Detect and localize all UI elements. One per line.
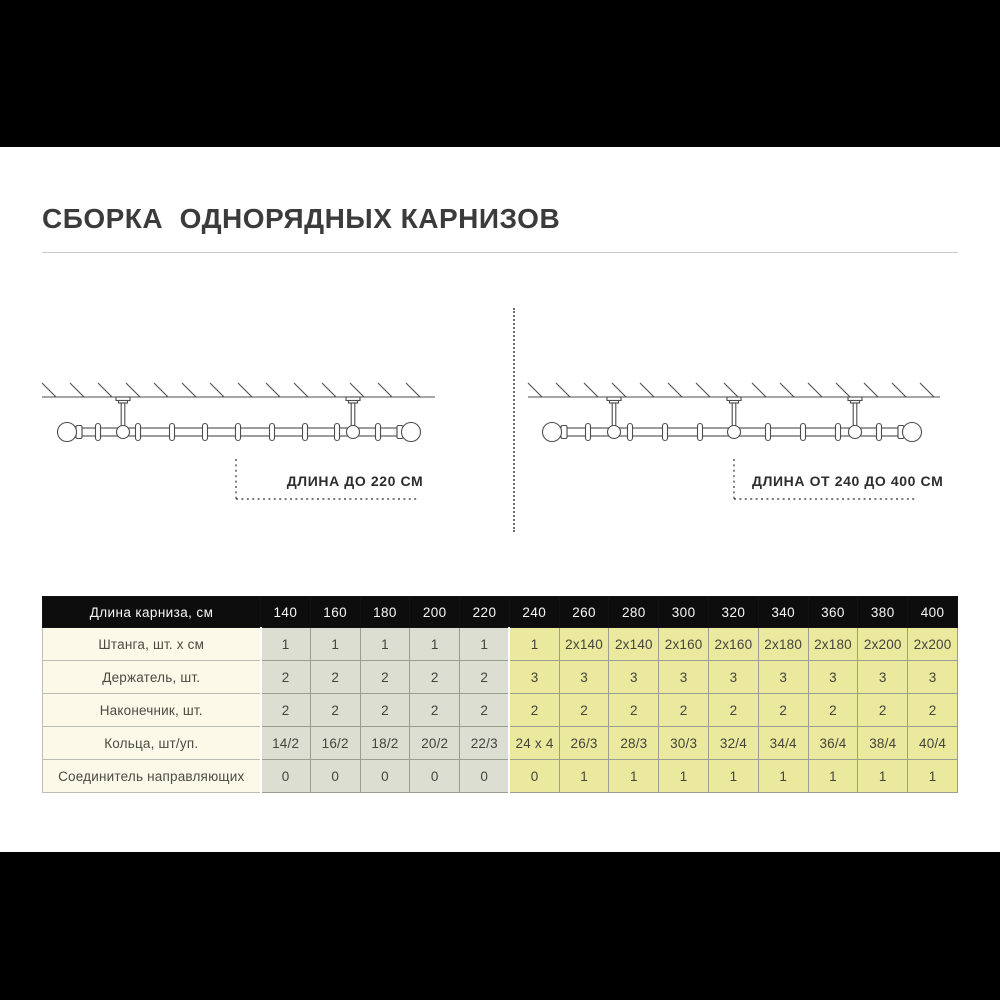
table-cell: 1 <box>360 628 410 661</box>
table-cell: 0 <box>410 760 460 793</box>
row-label-cell: Держатель, шт. <box>43 661 261 694</box>
table-cell: 0 <box>360 760 410 793</box>
table-header-cell: 200 <box>410 597 460 628</box>
table-cell: 3 <box>808 661 858 694</box>
table-cell: 16/2 <box>310 727 360 760</box>
table-cell: 22/3 <box>460 727 510 760</box>
table-cell: 2x200 <box>858 628 908 661</box>
table-cell: 2 <box>659 694 709 727</box>
table-header-cell: 140 <box>261 597 311 628</box>
table-cell: 2 <box>609 694 659 727</box>
table-cell: 28/3 <box>609 727 659 760</box>
table-cell: 40/4 <box>908 727 958 760</box>
table-cell: 2 <box>559 694 609 727</box>
diagram-long-cornice <box>510 300 980 535</box>
row-label-cell: Наконечник, шт. <box>43 694 261 727</box>
table-cell: 2 <box>709 694 759 727</box>
table-cell: 1 <box>758 760 808 793</box>
table-cell: 1 <box>460 628 510 661</box>
table-cell: 2x180 <box>758 628 808 661</box>
table-cell: 2 <box>310 694 360 727</box>
table-cell: 30/3 <box>659 727 709 760</box>
table-header-label: Длина карниза, см <box>43 597 261 628</box>
table-row <box>43 727 958 760</box>
table-cell: 2 <box>410 661 460 694</box>
table-cell: 2x160 <box>709 628 759 661</box>
table-cell: 3 <box>559 661 609 694</box>
table-header-cell: 220 <box>460 597 510 628</box>
table-row <box>43 760 958 793</box>
table-cell: 2 <box>261 694 311 727</box>
table-cell: 2x160 <box>659 628 709 661</box>
row-label-cell: Соединитель направляющих <box>43 760 261 793</box>
long-cornice-drawing <box>510 300 980 535</box>
table-cell: 3 <box>858 661 908 694</box>
table-cell: 2 <box>410 694 460 727</box>
diagram-caption-short: ДЛИНА ДО 220 СМ <box>286 473 424 489</box>
bottom-letterbox-bar <box>0 852 1000 1000</box>
table-cell: 2 <box>360 661 410 694</box>
table-header-cell: 360 <box>808 597 858 628</box>
table-cell: 1 <box>310 628 360 661</box>
diagram-caption-long: ДЛИНА ОТ 240 ДО 400 СМ <box>752 473 944 489</box>
table-row <box>43 661 958 694</box>
table-cell: 3 <box>709 661 759 694</box>
table-cell: 2 <box>310 661 360 694</box>
page-title: СБОРКА ОДНОРЯДНЫХ КАРНИЗОВ <box>42 203 561 234</box>
table-header-cell: 340 <box>758 597 808 628</box>
table-header-cell: 180 <box>360 597 410 628</box>
table-cell: 0 <box>261 760 311 793</box>
table-header-row <box>43 597 958 628</box>
table-header-cell: 240 <box>509 597 559 628</box>
table-row <box>43 694 958 727</box>
table-cell: 1 <box>858 760 908 793</box>
short-cornice-drawing <box>30 300 500 535</box>
table-cell: 2x140 <box>609 628 659 661</box>
table-header-cell: 400 <box>908 597 958 628</box>
table-cell: 2x180 <box>808 628 858 661</box>
table-cell: 38/4 <box>858 727 908 760</box>
table-cell: 2 <box>261 661 311 694</box>
top-letterbox-bar <box>0 0 1000 147</box>
table-cell: 2 <box>858 694 908 727</box>
table-cell: 26/3 <box>559 727 609 760</box>
table-row <box>43 628 958 661</box>
diagram-short-cornice <box>30 300 500 535</box>
table-cell: 2 <box>460 694 510 727</box>
table-cell: 24 x 4 <box>509 727 559 760</box>
table-cell: 1 <box>908 760 958 793</box>
row-label-cell: Кольца, шт/уп. <box>43 727 261 760</box>
table-cell: 3 <box>659 661 709 694</box>
table-cell: 1 <box>261 628 311 661</box>
table-cell: 0 <box>509 760 559 793</box>
table-cell: 0 <box>310 760 360 793</box>
table-cell: 2 <box>908 694 958 727</box>
table-cell: 1 <box>509 628 559 661</box>
table-cell: 2 <box>509 694 559 727</box>
table-cell: 1 <box>609 760 659 793</box>
table-cell: 2x140 <box>559 628 609 661</box>
table-cell: 1 <box>659 760 709 793</box>
table-cell: 32/4 <box>709 727 759 760</box>
table-header-cell: 280 <box>609 597 659 628</box>
table-cell: 14/2 <box>261 727 311 760</box>
row-label-cell: Штанга, шт. х см <box>43 628 261 661</box>
table-cell: 3 <box>509 661 559 694</box>
table-cell: 3 <box>758 661 808 694</box>
table-cell: 2 <box>758 694 808 727</box>
table-cell: 2 <box>360 694 410 727</box>
table-cell: 1 <box>709 760 759 793</box>
table-cell: 3 <box>908 661 958 694</box>
table-header-cell: 320 <box>709 597 759 628</box>
table-cell: 1 <box>410 628 460 661</box>
title-divider-line <box>42 252 958 253</box>
table-cell: 1 <box>559 760 609 793</box>
table-cell: 3 <box>609 661 659 694</box>
table-cell: 0 <box>460 760 510 793</box>
table-header-cell: 300 <box>659 597 709 628</box>
table-cell: 36/4 <box>808 727 858 760</box>
table-header-cell: 260 <box>559 597 609 628</box>
table-cell: 34/4 <box>758 727 808 760</box>
table-cell: 2 <box>808 694 858 727</box>
table-cell: 18/2 <box>360 727 410 760</box>
table-cell: 2 <box>460 661 510 694</box>
table-cell: 1 <box>808 760 858 793</box>
table-header-cell: 160 <box>310 597 360 628</box>
table-cell: 2x200 <box>908 628 958 661</box>
parts-table <box>42 596 958 793</box>
table-cell: 20/2 <box>410 727 460 760</box>
table-header-cell: 380 <box>858 597 908 628</box>
